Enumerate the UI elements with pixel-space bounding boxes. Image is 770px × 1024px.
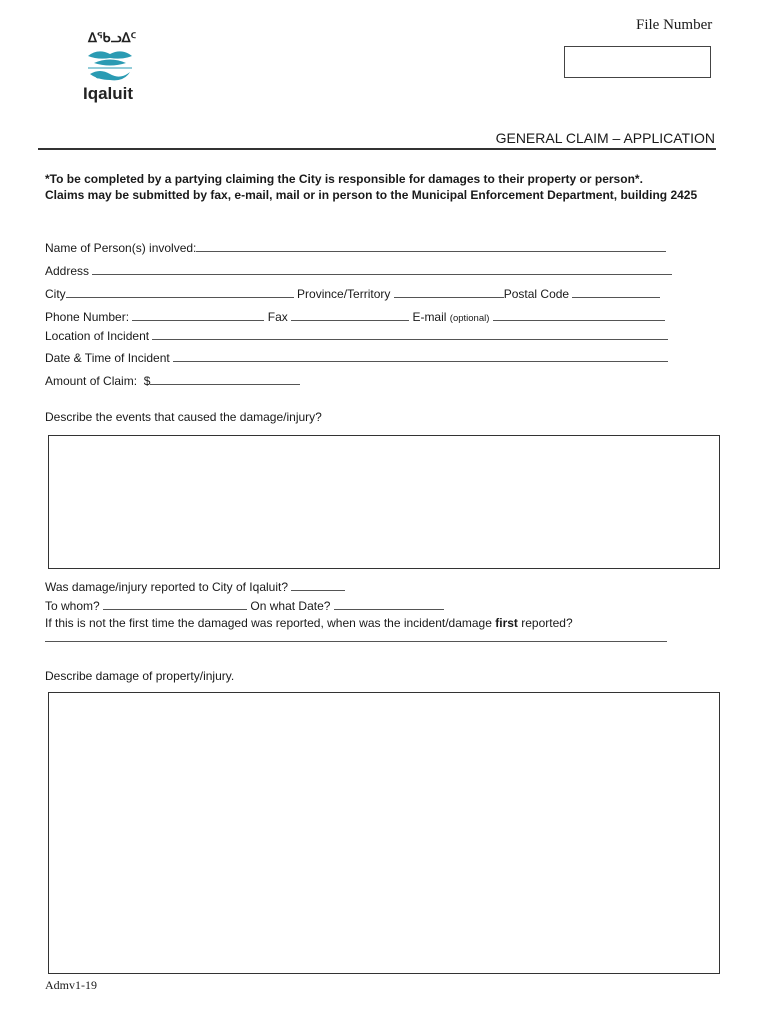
amount-currency: $: [143, 374, 151, 388]
datetime-field[interactable]: [173, 350, 668, 362]
postal-label: Postal Code: [503, 287, 570, 301]
fax-field[interactable]: [291, 309, 409, 321]
city-logo: [80, 30, 140, 105]
amount-row: [45, 373, 300, 388]
report-date-field[interactable]: [334, 598, 444, 610]
city-row: [45, 286, 660, 301]
instructions-line-2: Claims may be submitted by fax, e-mail, mail or in person to the Municipal Enforcement Department, building 2425: [45, 187, 698, 202]
location-label: Location of Incident: [45, 329, 150, 343]
city-field[interactable]: [66, 286, 294, 298]
province-label: Province/Territory: [297, 287, 391, 301]
form-title: GENERAL CLAIM – APPLICATION: [495, 130, 715, 146]
name-label: Name of Person(s) involved:: [45, 241, 197, 255]
file-number-input[interactable]: [564, 46, 711, 78]
datetime-label: Date & Time of Incident: [45, 351, 170, 365]
datetime-row: [45, 350, 668, 365]
to-whom-row: [45, 598, 444, 613]
events-textarea[interactable]: [48, 435, 720, 569]
describe-events-label: Describe the events that caused the damage/injury?: [45, 410, 322, 424]
on-what-date-label: On what Date?: [250, 599, 331, 613]
amount-label: Amount of Claim:: [45, 374, 138, 388]
address-field[interactable]: [92, 263, 672, 275]
form-code: Admv1-19: [45, 978, 97, 992]
reported-row: [45, 579, 345, 594]
first-report-prefix: If this is not the first time the damaged was reported, when was the incident/damage: [45, 616, 492, 630]
instructions: [45, 172, 715, 203]
contact-row: [45, 309, 665, 324]
address-label: Address: [45, 264, 90, 278]
province-field[interactable]: [394, 286, 504, 298]
first-report-suffix: reported?: [521, 616, 573, 630]
logo-wordmark: Iqaluit: [83, 84, 134, 103]
reported-field[interactable]: [291, 579, 345, 591]
logo-emblem-icon: [84, 46, 136, 84]
phone-label: Phone Number:: [45, 310, 130, 324]
amount-field[interactable]: [150, 373, 300, 385]
describe-damage-label: Describe damage of property/injury.: [45, 669, 235, 683]
postal-field[interactable]: [572, 286, 660, 298]
first-report-answer-row: [45, 630, 667, 645]
location-field[interactable]: [152, 328, 668, 340]
email-label: E-mail: [412, 310, 447, 324]
first-report-emphasis: first: [495, 616, 518, 630]
instructions-line-1: *To be completed by a partying claiming the City is responsible for damages to their property or person*.: [45, 172, 643, 186]
location-row: [45, 328, 668, 343]
name-field[interactable]: [196, 240, 666, 252]
city-label: City: [45, 287, 66, 301]
file-number-label: File Number: [636, 17, 713, 33]
first-report-row: [45, 616, 573, 630]
fax-label: Fax: [267, 310, 288, 324]
damage-textarea[interactable]: [48, 692, 720, 974]
to-whom-field[interactable]: [103, 598, 247, 610]
logo-syllabics: ᐃᖃᓗᐃᑦ: [88, 30, 137, 45]
name-row: [45, 240, 666, 255]
to-whom-label: To whom?: [45, 599, 100, 613]
email-field[interactable]: [493, 309, 665, 321]
first-report-field[interactable]: [45, 630, 667, 642]
email-optional-note: (optional): [449, 313, 490, 324]
phone-field[interactable]: [132, 309, 264, 321]
title-divider: [38, 148, 716, 150]
address-row: [45, 263, 672, 278]
reported-label: Was damage/injury reported to City of Iqaluit?: [45, 580, 289, 594]
